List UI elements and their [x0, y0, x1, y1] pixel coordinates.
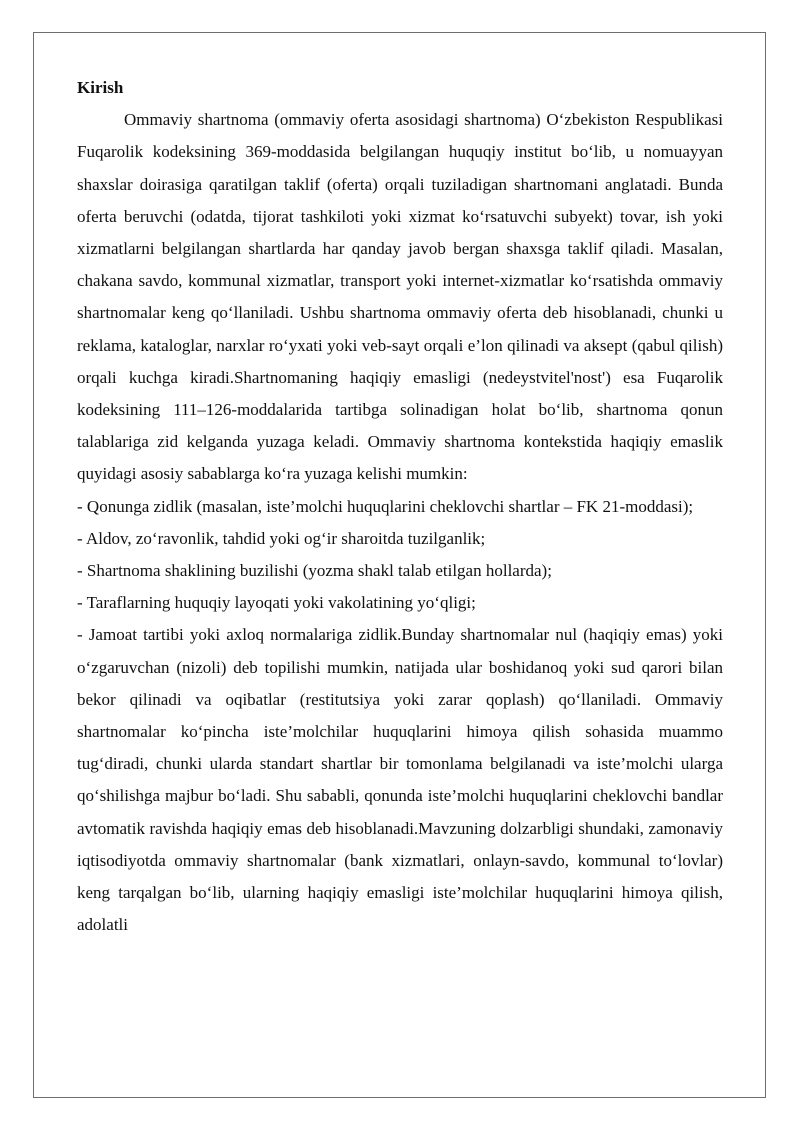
list-item-law-conflict: - Qonunga zidlik (masalan, iste’molchi huquqlarini cheklovchi shartlar – FK 21-moddasi);	[77, 496, 694, 516]
list-item-form-violation: - Shartnoma shaklining buzilishi (yozma shakl talab etilgan hollarda);	[77, 561, 552, 581]
list-item-fraud: - Aldov, zo‘ravonlik, tahdid yoki og‘ir sharoitda tuzilganlik;	[77, 528, 486, 548]
list-item-public-order: - Jamoat tartibi yoki axloq normalariga zidlik.Bunday shartnomalar nul (haqiqiy emas) yoki o‘zgaruvchan (nizoli) deb topilishi mumkin, natijada ular boshidanoq yoki sud qarori bilan bekor qilinadi va oqibatlar (restitutsiya yoki zarar qoplash) qo‘llaniladi. Ommaviy shartnomalar ko‘pincha iste’molchilar huquqlarini himoya qilish sohasida muammo tug‘diradi, chunki ularda standart shartlar bir tomonlama belgilanadi va iste’molchi ularga qo‘shilishga majbur bo‘ladi. Shu sababli, qonunda iste’molchi huquqlarini cheklovchi bandlar avtomatik ravishda haqiqiy emas deb hisoblanadi.Mavzuning dolzarbligi shundaki, zamonaviy iqtisodiyotda ommaviy shartnomalar (bank xizmatlari, onlayn-savdo, kommunal to‘lovlar) keng tarqalgan bo‘lib, ularning haqiqiy emasligi iste’molchilar huquqlarini himoya qilish, adolatli	[77, 625, 723, 935]
paragraph-intro: Ommaviy shartnoma (ommaviy oferta asosidagi shartnoma) O‘zbekiston Respublikasi Fuqarolik kodeksining 369-moddasida belgilangan huquqiy institut bo‘lib, u nomuayyan shaxslar doirasiga qaratilgan taklif (oferta) orqali tuziladigan shartnomani anglatadi. Bunda oferta beruvchi (odatda, tijorat tashkiloti yoki xizmat ko‘rsatuvchi subyekt) tovar, ish yoki xizmatlarni belgilangan shartlarda har qanday javob bergan shaxsga taklif qiladi. Masalan, chakana savdo, kommunal xizmatlar, transport yoki internet-xizmatlar ko‘rsatishda ommaviy shartnomalar keng qo‘llaniladi. Ushbu shartnoma ommaviy oferta deb hisoblanadi, chunki u reklama, kataloglar, narxlar ro‘yxati yoki veb-sayt orqali e’lon qilinadi va aksept (qabul qilish) orqali kuchga kiradi.Shartnomaning haqiqiy emasligi (nedeystvitel'nost') esa Fuqarolik kodeksining 111–126-moddalarida tartibga solinadigan holat bo‘lib, shartnoma qonun talablariga zid kelganda yuzaga keladi. Ommaviy shartnoma kontekstida haqiqiy emaslik quyidagi asosiy sabablarga ko‘ra yuzaga kelishi mumkin:	[77, 110, 723, 484]
document-body	[77, 72, 723, 941]
section-heading: Kirish	[77, 78, 124, 97]
list-item-capacity: - Taraflarning huquqiy layoqati yoki vakolatining yo‘qligi;	[77, 593, 476, 613]
